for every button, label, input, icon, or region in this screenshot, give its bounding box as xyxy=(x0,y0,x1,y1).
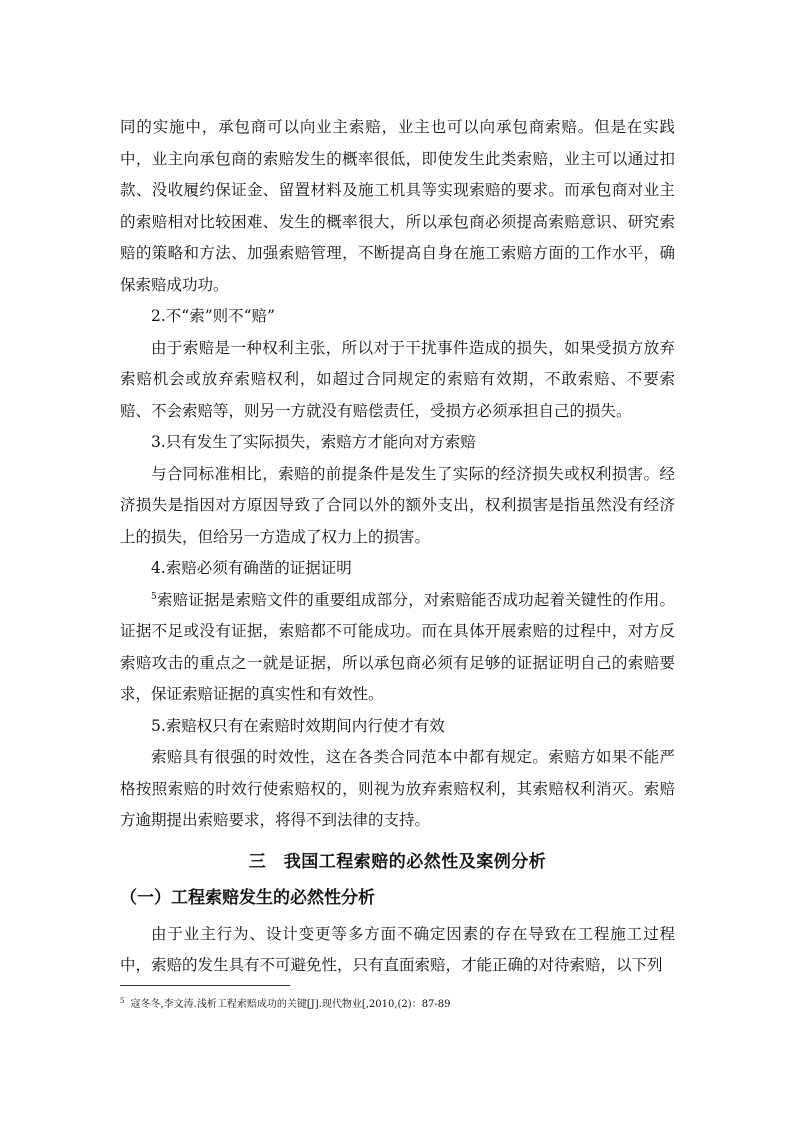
footnote-text: 寇冬冬,李文涛.浅析工程索赔成功的关键[J].现代物业[,2010,(2)：87-89 xyxy=(130,999,451,1010)
subsection-title: （一）工程索赔发生的必然性分析 xyxy=(120,887,375,908)
footnote-divider xyxy=(120,985,290,986)
heading-point-5: 5.索赔权只有在索赔时效期间内行使才有效 xyxy=(151,716,445,735)
heading-point-4: 4.索赔必须有确凿的证据证明 xyxy=(151,559,352,577)
paragraph-point-4-text: 索赔证据是索赔文件的重要组成部分，对索赔能否成功起着关键性的作用。证据不足或没有证据，索赔都不可能成功。而在具体开展索赔的过程中，对方反索赔攻击的重点之一就是证据，所以承包商必须有足够的证据证明自己的索赔要求，保证索赔证据的真实性和有效性。 xyxy=(120,590,675,703)
paragraph-point-4 xyxy=(120,585,675,711)
footnote-ref-mark: 5 xyxy=(151,591,157,602)
footnote xyxy=(120,998,680,1012)
paragraph-continuation: 同的实施中，承包商可以向业主索赔，业主也可以向承包商索赔。但是在实践中，业主向承包商的索赔发生的概率很低，即使发生此类索赔，业主可以通过扣款、没收履约保证金、留置材料及施工机具等实现索赔的要求。而承包商对业主的索赔相对比较困难、发生的概率很大，所以承包商必须提高索赔意识、研究索赔的策略和方法、加强索赔管理，不断提高自身在施工索赔方面的工作水平，确保索赔成功功。 xyxy=(120,118,675,294)
paragraph-subsection-intro: 由于业主行为、设计变更等多方面不确定因素的存在导致在工程施工过程中，索赔的发生具有不可避免性，只有直面索赔，才能正确的对待索赔，以下列 xyxy=(120,924,675,974)
paragraph-point-3: 与合同标准相比，索赔的前提条件是发生了实际的经济损失或权利损害。经济损失是指因对方原因导致了合同以外的额外支出，权利损害是指虽然没有经济上的损失，但给另一方造成了权力上的损害。 xyxy=(120,464,675,546)
paragraph-point-5: 索赔具有很强的时效性，这在各类合同范本中都有规定。索赔方如果不能严格按照索赔的时效行使索赔权的，则视为放弃索赔权利，其索赔权利消灭。索赔方逾期提出索赔要求，将得不到法律的支持。 xyxy=(120,748,675,829)
footnote-mark: 5 xyxy=(120,997,125,1005)
heading-point-3: 3.只有发生了实际损失，索赔方才能向对方索赔 xyxy=(151,433,476,451)
body-text xyxy=(120,112,675,982)
section-title: 三 我国工程索赔的必然性及案例分析 xyxy=(248,851,547,872)
heading-point-2: 2.不“索”则不“赔” xyxy=(151,307,275,325)
paragraph-point-2: 由于索赔是一种权利主张，所以对于干扰事件造成的损失，如果受损方放弃索赔机会或放弃索赔权利，如超过合同规定的索赔有效期，不敢索赔、不要索赔、不会索赔等，则另一方就没有赔偿责任，受损方必须承担自己的损失。 xyxy=(120,338,675,420)
